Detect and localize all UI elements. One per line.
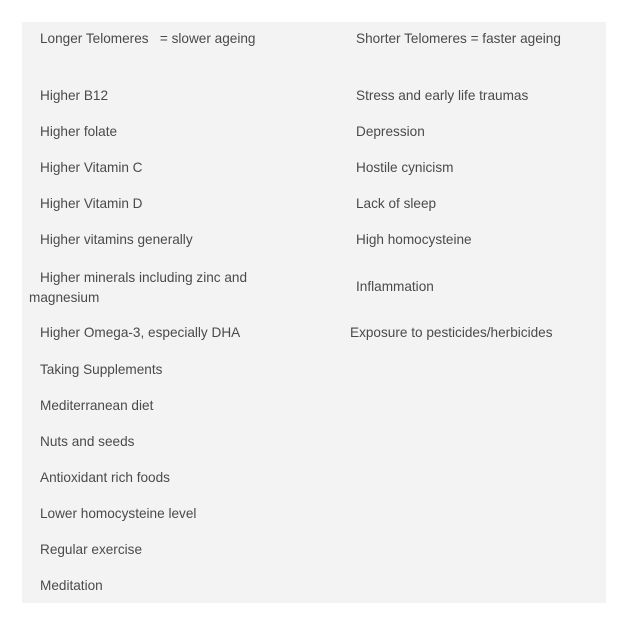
left-item: Meditation [40, 578, 103, 593]
left-item: Higher Vitamin D [40, 196, 143, 211]
left-item: Antioxidant rich foods [40, 470, 170, 485]
right-item: Stress and early life traumas [356, 88, 529, 103]
left-item: Regular exercise [40, 542, 142, 557]
left-item: Higher vitamins generally [40, 232, 193, 247]
right-item: High homocysteine [356, 232, 472, 247]
left-item: Mediterranean diet [40, 398, 154, 413]
right-item: Depression [356, 124, 425, 139]
left-item: Nuts and seeds [40, 434, 135, 449]
left-item: Higher folate [40, 124, 118, 139]
left-item: Taking Supplements [40, 362, 163, 377]
right-item: Inflammation [356, 279, 434, 294]
left-item: Higher minerals including zinc and magnesium [29, 270, 248, 305]
left-item: Higher B12 [40, 88, 109, 103]
left-item: Higher Omega-3, especially DHA [40, 325, 241, 340]
right-item: Exposure to pesticides/herbicides [350, 325, 553, 340]
right-item: Hostile cynicism [356, 160, 454, 175]
left-item: Higher Vitamin C [40, 160, 143, 175]
right-item: Lack of sleep [356, 196, 437, 211]
header-longer-telomeres: Longer Telomeres = slower ageing [40, 31, 256, 46]
header-shorter-telomeres: Shorter Telomeres = faster ageing [356, 31, 561, 46]
left-item: Lower homocysteine level [40, 506, 197, 521]
